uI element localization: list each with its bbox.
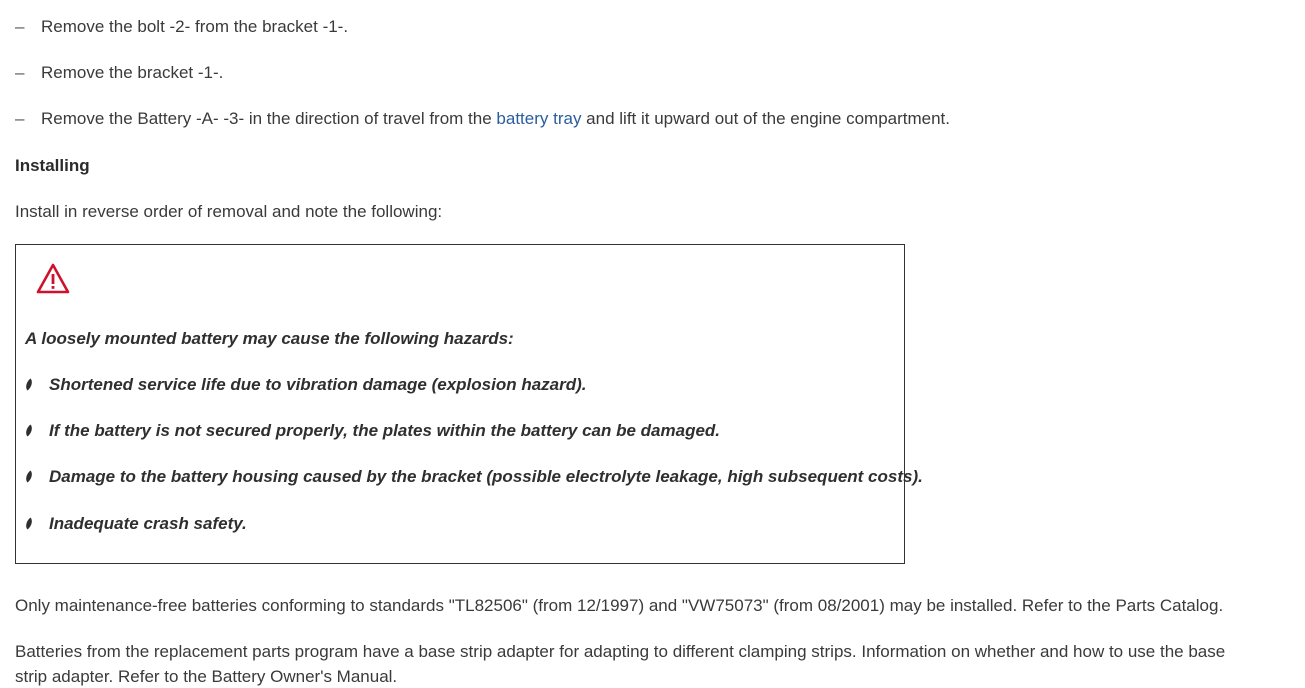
warning-item-text: Damage to the battery housing caused by the bracket (possible electrolyte leakage, high subsequent costs). (49, 467, 923, 486)
installing-intro: Install in reverse order of removal and note the following: (15, 202, 443, 221)
step-text: Remove the bracket -1-. (41, 63, 224, 82)
warning-triangle-icon (36, 263, 70, 295)
warning-item (25, 513, 247, 535)
step-remove-battery (15, 108, 950, 130)
step-remove-bracket (15, 62, 223, 84)
battery-tray-link[interactable]: battery tray (496, 109, 582, 128)
warning-title: A loosely mounted battery may cause the following hazards: (25, 329, 514, 348)
step-text-before-link: Remove the Battery -A- -3- in the direction of travel from the (41, 109, 497, 128)
bullet-icon (25, 470, 33, 483)
warning-item (25, 466, 923, 488)
bullet-icon (25, 378, 33, 391)
installing-heading: Installing (15, 156, 90, 175)
note-battery-standards: Only maintenance-free batteries conforming to standards "TL82506" (from 12/1997) and "VW75073" (from 08/2001) may be installed. Refer to the Parts Catalog. (15, 596, 1224, 615)
note-base-strip-adapter: Batteries from the replacement parts program have a base strip adapter for adapting to different clamping strips. Information on whether and how to use the base (15, 642, 1226, 661)
step-remove-bolt (15, 16, 348, 38)
step-dash: – (15, 63, 25, 82)
warning-box (15, 244, 923, 564)
bullet-icon (25, 424, 33, 437)
step-dash: – (15, 109, 25, 128)
note-base-strip-adapter-continued: strip adapter. Refer to the Battery Owner's Manual. (15, 667, 398, 686)
warning-item (25, 374, 587, 396)
warning-item-text: If the battery is not secured properly, the plates within the battery can be damaged. (49, 421, 721, 440)
step-text: Remove the bolt -2- from the bracket -1-. (41, 17, 349, 36)
warning-item-text: Inadequate crash safety. (49, 514, 247, 533)
step-dash: – (15, 17, 25, 36)
step-text-after-link: and lift it upward out of the engine compartment. (581, 109, 950, 128)
bullet-icon (25, 517, 33, 530)
warning-item-text: Shortened service life due to vibration damage (explosion hazard). (49, 375, 587, 394)
warning-item (25, 420, 720, 442)
